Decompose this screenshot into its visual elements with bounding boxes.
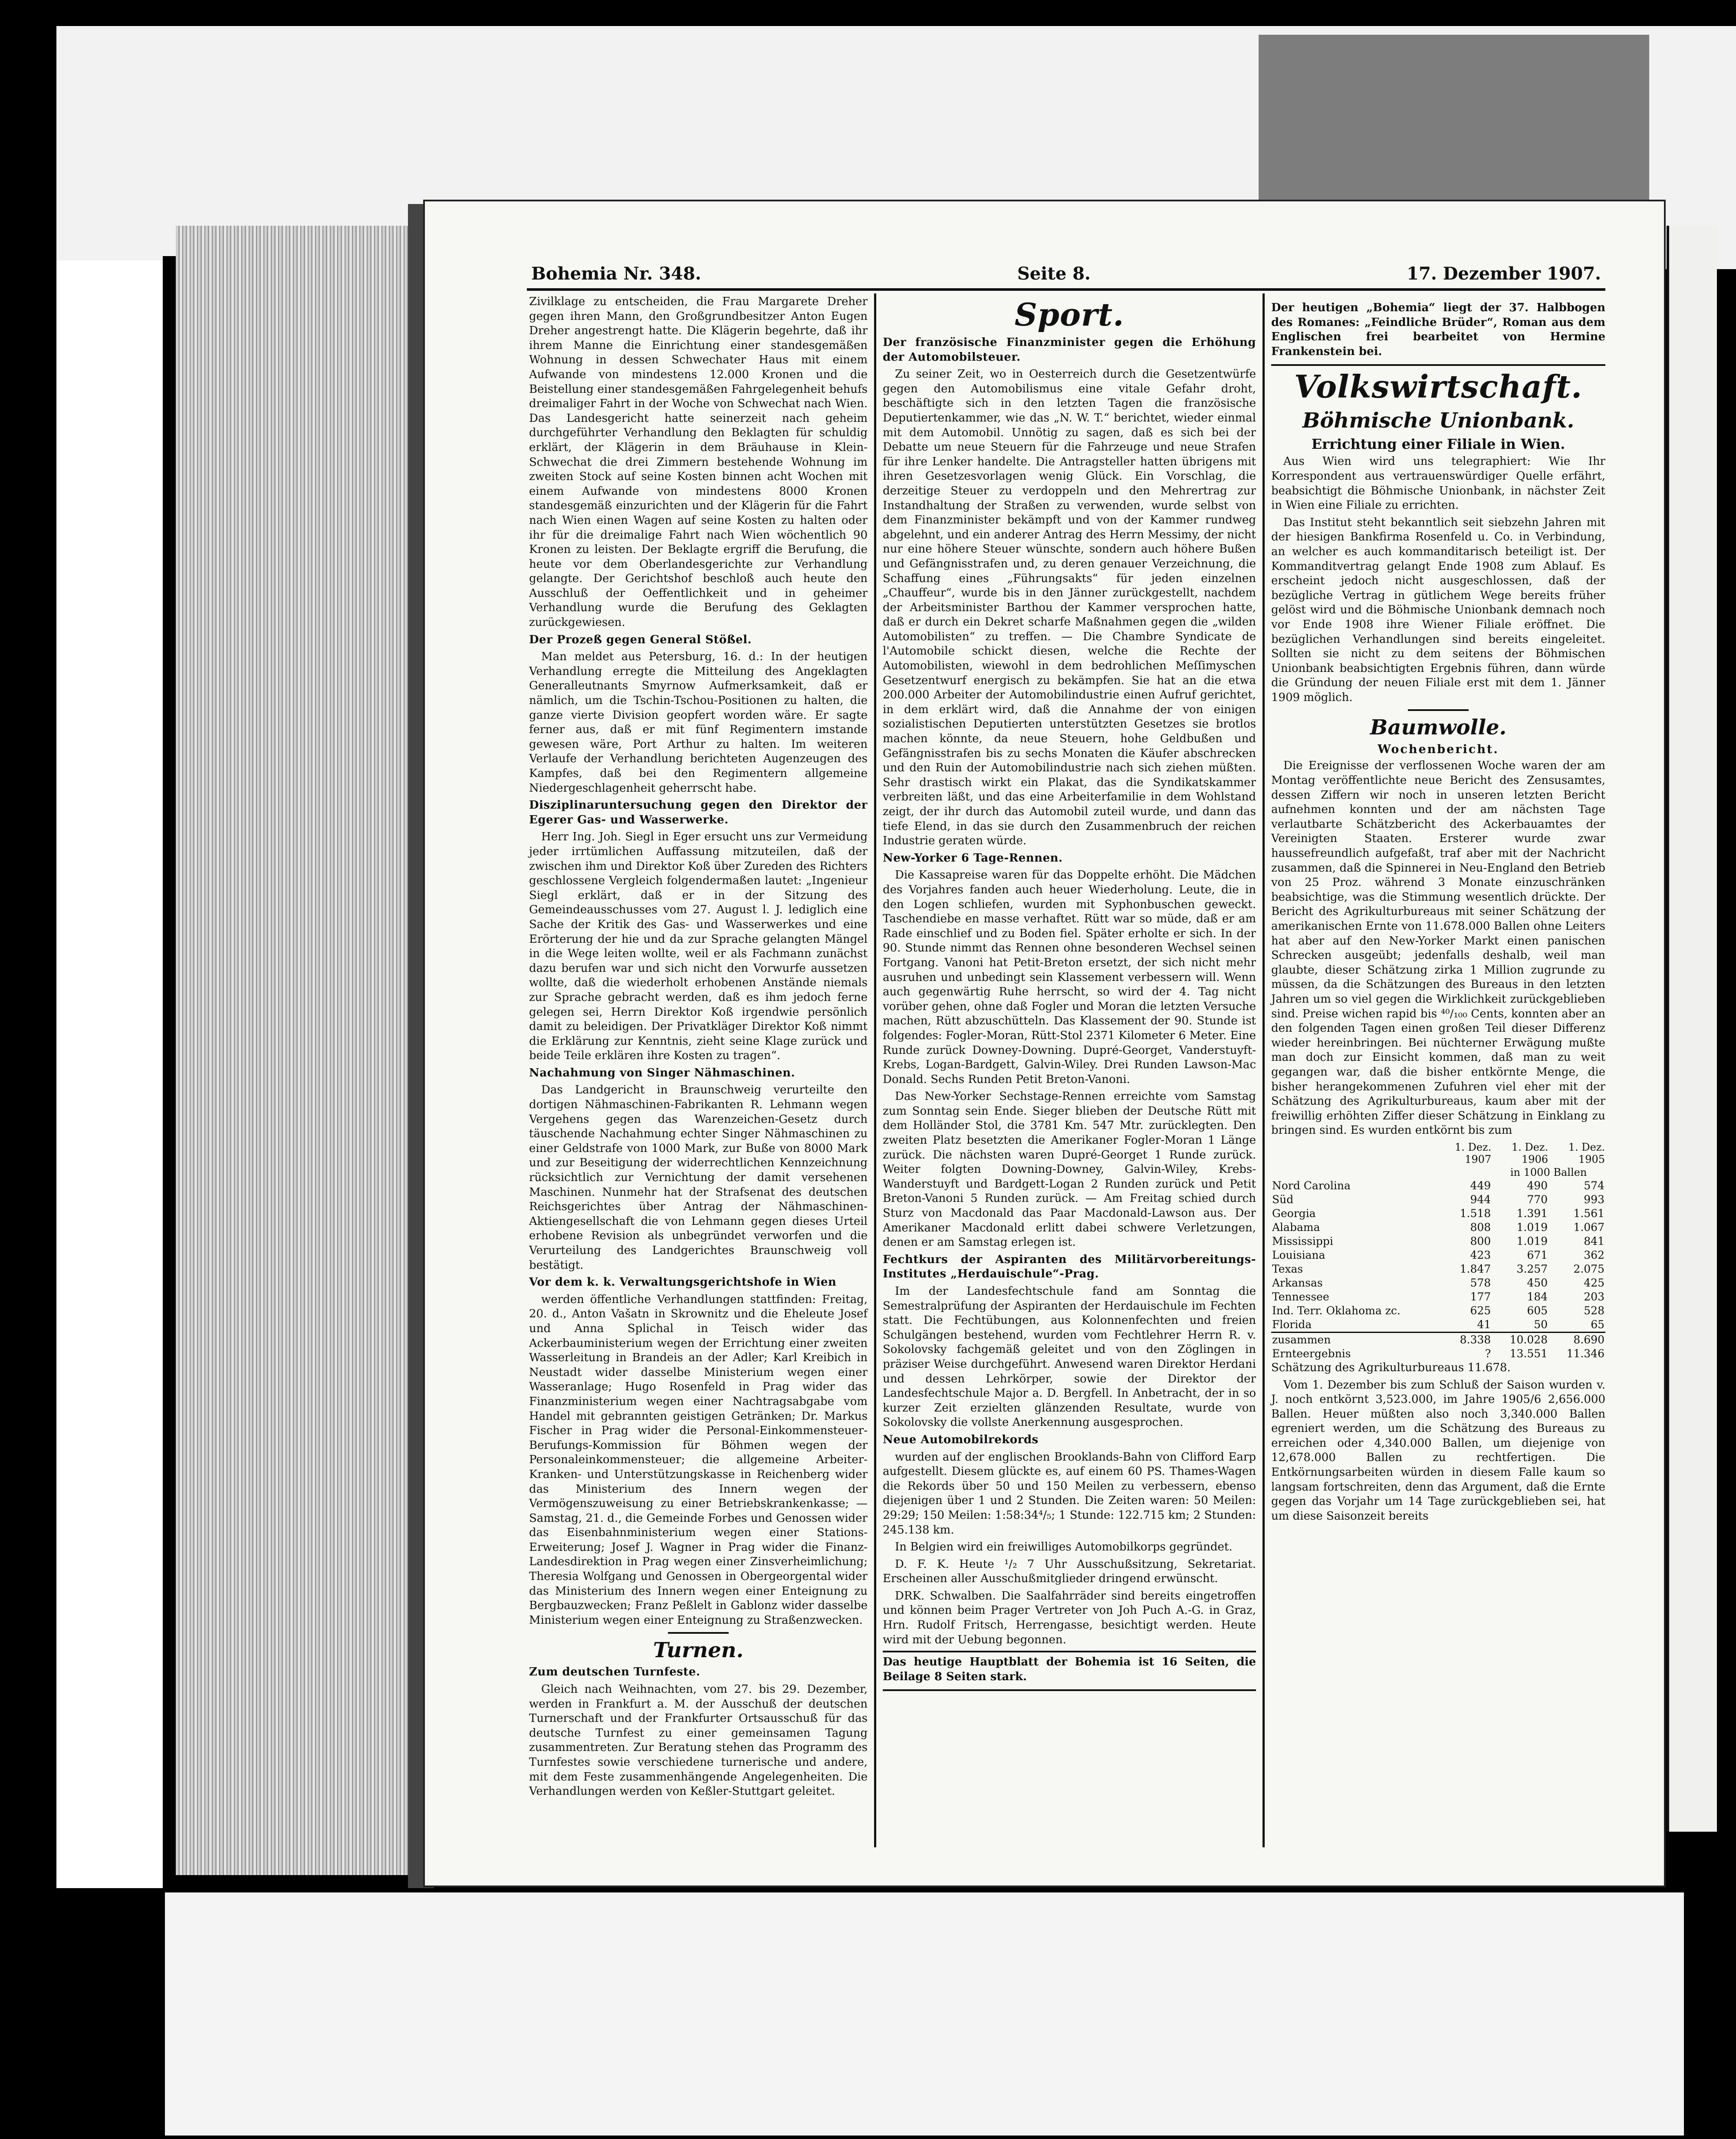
table-cell: 184: [1527, 1290, 1548, 1303]
table-row: [1271, 1347, 1605, 1361]
table-row: [1271, 1234, 1605, 1248]
table-cell: 800: [1470, 1234, 1491, 1247]
section-divider: [1408, 709, 1469, 711]
article-title: Baumwolle.: [1370, 715, 1507, 740]
header-rule: [527, 288, 1605, 291]
table-cell: 423: [1470, 1248, 1491, 1261]
row-label: zusammen: [1271, 1332, 1435, 1347]
issue-number: Bohemia Nr. 348.: [531, 263, 701, 284]
supplement-notice: [1271, 298, 1605, 366]
table-cell: 490: [1527, 1179, 1548, 1192]
row-label: Tennessee: [1272, 1290, 1329, 1303]
notice-text: Der heutigen „Bohemia“ liegt der 37. Halbbogen des Romanes: „Feindliche Brüder“, Roman aus dem Englischen frei bearbeitet von Hermine Frankenstein bei.: [1271, 301, 1605, 358]
table-cell: 425: [1584, 1276, 1604, 1289]
table-cell: 8.690: [1549, 1332, 1605, 1347]
column-court: [529, 295, 868, 1802]
paragraph: Vom 1. Dezember bis zum Schluß der Saison wurden v. J. noch entkörnt 3,523.000, im Jahre 1905/6 2,656.000 Ballen. Heuer müßten also noch 3,340.000 Ballen egreniert werden, um die Schätzung des Bureaus zu erreichen oder 4,340.000 Ballen, um diejenige von 12,678.000 Ballen zu rechtfertigen. Die Entkörnungsarbeiten würden in diesem Falle kaum so langsam fortschreiten, denn das Argument, daß die Ernte gegen das Vorjahr um 14 Tage zurückgeblieben sei, hat um diese Saisonzeit bereits: [1271, 1378, 1605, 1523]
table-header-row: [1271, 1141, 1605, 1166]
notice-text: Das heutige Hauptblatt der Bohemia ist 16 Seiten, die Beilage 8 Seiten stark.: [883, 1655, 1256, 1683]
unit-label: in 1000 Ballen: [1510, 1166, 1587, 1178]
row-label: Alabama: [1272, 1221, 1320, 1234]
paragraph: Das Landgericht in Braunschweig verurteilte den dortigen Nähmaschinen-Fabrikanten R. Lehmann wegen Vergehens gegen das Warenzeichen-Gesetz durch täuschende Nachahmung echter Singer Nähmaschinen zu einer Geldstrafe von 1000 Mark, zur Buße von 8000 Mark und zur Beseitigung der widerrechtlichen Kennzeichnung rücksichtlich zur Vernichtung der damit versehenen Maschinen. Nunmehr hat der Strafsenat des deutschen Reichsgerichtes über Antrag der Nähmaschinen-Aktiengesellschaft die von Lehmann gegen dieses Urteil erhobene Revision als unbegründet verworfen und die Verurteilung des Landgerichtes Braunschweig voll bestätigt.: [529, 1083, 868, 1272]
table-cell: 841: [1584, 1234, 1604, 1247]
section-divider: [668, 1632, 729, 1634]
paragraph: Die Ereignisse der verflossenen Woche waren der am Montag veröffentlichte neue Bericht des Zensusamtes, dessen Ziffern wir noch in unseren letzten Bericht aufnehmen konnten und der am nächsten Tage verlautbarte Schätzbericht des Ackerbauamtes der Vereinigten Staaten. Ersterer wurde zwar haussefreundlich aufgefaßt, traf aber mit der Nachricht zusammen, daß die Spinnerei in Neu-England den Betrieb von 25 Proz. während 3 Monate einzuschränken beabsichtige, was die Stimmung wesentlich drückte. Der Bericht des Agrikulturbureaus mit seiner Schätzung der amerikanischen Ernte von 11.678.000 Ballen ohne Leiters hat aber auf den New-Yorker Markt einen panischen Schrecken ausgeübt; jedenfalls deshalb, weil man glaubte, dieser Schätzung zirka 1 Million zugrunde zu müssen, da die Schätzungen des Bureaus in den letzten Jahren um so viel gegen die Wirklichkeit zurückgeblieben sind. Preise wichen rapid bis ⁴⁰/₁₀₀ Cents, konnten aber an den folgenden Tagen einen großen Teil dieser Differenz wieder hereinbringen. Bei nüchterner Erwägung mußte man doch zur Einsicht kommen, daß man zu weit gegangen war, daß die bisher entkörnte Menge, die bisher herangekommenen Zufuhren viel eher mit der Schätzung des Agrikulturbureaus, kaum aber mit der freiwillig erhöhten Ziffer dieser Schätzung in Einklang zu bringen sind. Es wurden entkörnt bis zum: [1271, 759, 1605, 1137]
paragraph: Man meldet aus Petersburg, 16. d.: In der heutigen Verhandlung erregte die Mitteilung des Angeklagten Generalleutnants Smyrnow Aufmerksamkeit, daß er nämlich, um die Tschin-Tschou-Positionen zu halten, die ganze vierte Division geopfert worden wäre. Er sagte ferner aus, daß er mit fünf Regimentern imstande gewesen wäre, Port Arthur zu halten. Im weiteren Verlaufe der Verhandlung berichteten Augenzeugen des Kampfes, daß bei den Regimentern allgemeine Niedergeschlagenheit geherrscht habe.: [529, 650, 868, 795]
paragraph: Das Institut steht bekanntlich seit siebzehn Jahren mit der hiesigen Bankfirma Rosenfeld u. Co. in Verbindung, an welcher es auch kommanditarisch beteiligt ist. Der Kommanditvertrag gelangt Ende 1908 zum Ablauf. Es erscheint jedoch nicht ausgeschlossen, daß der bezügliche Vertrag in gütlichem Wege bereits früher gelöst wird und die Böhmische Unionbank demnach noch vor Ende 1908 ihre Wiener Filiale eröffnet. Die bezüglichen Verhandlungen sind bereits eingeleitet. Sollten sie nicht zu dem seitens der Böhmischen Unionbank beabsichtigten Ergebnis führen, dann würde die Gründung der neuen Filiale erst mit dem 1. Jänner 1909 möglich.: [1271, 516, 1605, 704]
table-cell: 1.019: [1516, 1221, 1548, 1234]
table-row: [1271, 1262, 1605, 1276]
row-label: Ind. Terr. Oklahoma zc.: [1272, 1304, 1401, 1317]
article-title: Böhmische Unionbank.: [1302, 408, 1575, 433]
paragraph: Das New-Yorker Sechstage-Rennen erreichte vom Samstag zum Sonntag sein Ende. Sieger blieben der Deutsche Rütt mit dem Holländer Stol, die 3781 Km. 547 Mtr. zurücklegten. Den zweiten Platz besetzten die Amerikaner Fogler-Moran 1 Länge zurück. Die nächsten waren Dupré-Georget 1 Runde zurück. Weiter folgten Downing-Downey, Galvin-Wiley, Krebs-Wanderstuyft und Bardgett-Logan 2 Runden zurück und Petit Breton-Vanoni 5 Runden zurück. — Am Freitag schied durch Sturz von Macdonald das Paar Macdonald-Lawson aus. Der Amerikaner Macdonald erlitt dabei schwere Verletzungen, denen er am Samstag erlegen ist.: [883, 1090, 1256, 1249]
table-cell: 13.551: [1509, 1347, 1548, 1360]
table-cell: 11.346: [1566, 1347, 1604, 1360]
table-cell: 177: [1470, 1290, 1491, 1303]
table-cell: 362: [1584, 1248, 1604, 1261]
table-cell: 450: [1527, 1276, 1548, 1289]
table-cell: 808: [1470, 1221, 1491, 1234]
column-header: 1. Dez. 1905: [1568, 1141, 1605, 1165]
table-cell: 1.391: [1516, 1207, 1548, 1220]
table-cell: 1.847: [1460, 1262, 1491, 1275]
table-cell: 449: [1470, 1179, 1491, 1192]
paragraph: D. F. K. Heute ¹/₂ 7 Uhr Ausschußsitzung, Sekretariat. Erscheinen aller Ausschußmitglieder dringend erwünscht.: [883, 1557, 1256, 1586]
article-heading: Der Prozeß gegen General Stößel.: [529, 633, 752, 646]
table-cell: 1.518: [1460, 1207, 1491, 1220]
paragraph: wurden auf der englischen Brooklands-Bahn von Clifford Earp aufgestellt. Diesem glückte es, auf einem 60 PS. Thames-Wagen die Rekords über 50 und 150 Meilen zu verbessern, ebenso diejenigen über 1 und 2 Stunden. Die Zeiten waren: 50 Meilen: 29:29; 150 Meilen: 1:58:34⁴/₅; 1 Stunde: 122.715 km; 2 Stunden: 245.138 km.: [883, 1450, 1256, 1537]
cotton-ginning-table: [1271, 1141, 1605, 1361]
next-page-edge: [1667, 226, 1717, 1832]
column-sport: [883, 295, 1256, 1695]
table-row: [1271, 1276, 1605, 1290]
paragraph: Gleich nach Weihnachten, vom 27. bis 29. Dezember, werden in Frankfurt a. M. der Ausschuß der deutschen Turnerschaft und der Frankfurter Ortsausschuß für das deutsche Turnfest zu einer gemeinsamen Tagung zusammentreten. Zur Beratung stehen das Programm des Turnfestes sowie verschiedene turnerische und andere, mit dem Feste zusammenhängende Angelegenheiten. Die Verhandlungen werden von Keßler-Stuttgart geleitet.: [529, 1683, 868, 1798]
row-label: Nord Carolina: [1272, 1179, 1351, 1192]
row-label: Ernteergebnis: [1272, 1347, 1351, 1360]
table-cell: 578: [1470, 1276, 1491, 1289]
column-rule-2: [1263, 293, 1265, 1847]
table-cell: 41: [1477, 1318, 1491, 1331]
scanner-background-bottom: [165, 1892, 1684, 2136]
paragraph: Zu seiner Zeit, wo in Oesterreich durch die Gesetzentwürfe gegen den Automobilismus eine vitale Gefahr droht, beschäftigte sich in den letzten Tagen die französische Deputiertenkammer, wie das „N. W. T.“ berichtet, wieder einmal mit dem Automobil. Unnötig zu sagen, daß es sich bei der Debatte um neue Steuern für die Fahrzeuge und neue Strafen für ihre Lenker handelte. Die Antragsteller hatten übrigens mit ihren Gesetzesvorlagen wenig Glück. Ein Vorschlag, die derzeitige Steuer zu verdoppeln und den Mehrertrag zur Instandhaltung der Straßen zu verwenden, wurde selbst von dem Finanzminister bekämpft und von der Kammer rundweg abgelehnt, und ein anderer Antrag des Herrn Messimy, der nicht nur eine höhere Steuer wünschte, sondern auch höhere Bußen und Gefängnisstrafen und, zu deren genauer Verzeichnung, die Schaffung eines „Führungsakts“ für jeden einzelnen „Chauffeur“, wurde bis in den Jänner zurückgestellt, nachdem der Arbeitsminister Barthou der Kammer versprochen hatte, daß er durch ein Dekret scharfe Maßnahmen gegen die „wilden Automobilisten“ zu treffen. — Die Chambre Syndicate de l'Automobile schickt diesen, welche die Rechte der Automobilisten, wiewohl in dem bedrohlichen Meſſimyschen Gesetzentwurf energisch zu bekämpfen. Sie hat an die etwa 200.000 Arbeiter der Automobilindustrie einen Aufruf gerichtet, in dem erklärt wird, daß die Annahme der von einigen sozialistischen Deputierten unterstützten Gesetzes sie brotlos machen könnte, da neue Steuern, hohe Geldbußen und Gefängnisstrafen bis zu sechs Monaten die Käufer abschrecken und den Ruin der Automobilindustrie nach sich ziehen müßten. Sehr drastisch wirkt ein Plakat, das die Syndikatskammer verbreiten läßt, und das eine Arbeiterfamilie in dem Wohlstand zeigt, der ihr durch das Automobil zuteil wurde, und dann das tiefe Elend, in das sie durch den Zusammenbruch der reichen Industrie geraten würde.: [883, 368, 1256, 848]
article-heading: Fechtkurs der Aspiranten des Militärvorbereitungs-Institutes „Herdauischule“-Prag.: [883, 1253, 1256, 1281]
table-cell: 574: [1584, 1179, 1604, 1192]
table-cell: 671: [1527, 1248, 1548, 1261]
row-label: Mississippi: [1272, 1234, 1333, 1247]
table-cell: 8.338: [1435, 1332, 1492, 1347]
table-cell: 528: [1584, 1304, 1604, 1317]
column-economy: [1271, 295, 1605, 1526]
paragraph: Herr Ing. Joh. Siegl in Eger ersucht uns zur Vermeidung jeder irrtümlichen Auffassung mitzuteilen, daß der zwischen ihm und Direktor Koß über Zureden des Richters geschlossene Vergleich folgendermaßen lautet: „Ingenieur Siegl erklärt, daß er in der Sitzung des Gemeindeausschusses vom 27. August l. J. lediglich eine Sache der Kritik des Gas- und Wasserwerkes und eine Erörterung der hie und da zur Sprache gelangten Mängel in die Wege leiten wollte, weil er als Fachmann zunächst dazu berufen war und sich nicht den Vorwurfe aussetzen wollte, daß die wiederholt erhobenen Anstände niemals zur Sprache gebracht werden, daß es ihm jedoch ferne gelegen sei, Herrn Direktor Koß irgendwie persönlich damit zu beleidigen. Der Privatkläger Direktor Koß nimmt die Erklärung zur Kenntnis, zieht seine Klage zurück und beide Teile erklären ihre Kosten zu tragen“.: [529, 830, 868, 1063]
page-header: [531, 258, 1601, 284]
table-cell: 203: [1584, 1290, 1604, 1303]
article-heading: Nachahmung von Singer Nähmaschinen.: [529, 1066, 796, 1079]
page-stack-edge: [176, 226, 425, 1875]
paragraph: Aus Wien wird uns telegraphiert: Wie Ihr Korrespondent aus vertrauenswürdiger Quelle erfährt, beabsichtigt die Böhmische Unionbank, in nächster Zeit in Wien eine Filiale zu errichten.: [1271, 455, 1605, 512]
paragraph: Zivilklage zu entscheiden, die Frau Margarete Dreher gegen ihren Mann, den Großgrundbesitzer Anton Eugen Dreher angestrengt hatte. Die Klägerin begehrte, daß ihr ihrem Manne die Einrichtung einer standesgemäßen Wohnung in dessen Schwechater Haus mit einem Aufwande von mindestens 12.000 Kronen und die Beistellung einer standesgemäßen Fahrgelegenheit behufs dreimaliger Fahrt in der Woche von Schwechat nach Wien. Das Landesgericht hatte seinerzeit nach geheim durchgeführter Verhandlung den Beklagten für schuldig erklärt, der Klägerin in dem Bräuhause in Klein-Schwechat die drei Zimmern bestehende Wohnung im zweiten Stock auf seine Kosten binnen acht Wochen mit einem Aufwande von mindestens 8000 Kronen standesgemäß einzurichten und der Klägerin für die Fahrt nach Wien einen Wagen auf seine Kosten zu halten oder ihr für die dreimalige Fahrt nach Wien wöchentlich 90 Kronen zu leisten. Der Beklagte ergriff die Berufung, die heute vor dem Oberlandesgerichte zur Verhandlung gelangte. Der Gerichtshof beschloß auch heute den Ausschluß der Oeffentlichkeit und in geheimer Verhandlung wurde die Berufung des Geklagten zurückgewiesen.: [529, 295, 868, 629]
table-row: [1271, 1304, 1605, 1318]
table-cell: 1.561: [1573, 1207, 1604, 1220]
row-label: Texas: [1272, 1262, 1303, 1275]
row-label: Georgia: [1272, 1207, 1316, 1220]
paragraph: Im der Landesfechtschule fand am Sonntag die Semestralprüfung der Aspiranten der Herdauischule im Fechten statt. Die Fechtübungen, aus Kolonnenfechten und freien Schulgängen bestehend, wurden vom Fechtlehrer Herrn R. v. Sokolovsky fachgemäß geleitet und von den Zöglingen in präziser Weise durchgeführt. Anwesend waren Direktor Herdani und dessen Lehrkörper, sowie der Direktor der Landesfechtschule Major a. D. Bergfell. In Anbetracht, der in so kurzer Zeit erzielten glänzenden Resultate, wurde von Sokolovsky die vollste Anerkennung ausgesprochen.: [883, 1285, 1256, 1429]
article-heading: Neue Automobilrekords: [883, 1433, 1039, 1446]
row-label: Arkansas: [1272, 1276, 1323, 1289]
table-row: [1271, 1193, 1605, 1207]
table-cell: 3.257: [1516, 1262, 1548, 1275]
table-cell: 944: [1470, 1193, 1491, 1206]
table-cell: 770: [1527, 1193, 1548, 1206]
section-title-turnen: Turnen.: [653, 1638, 744, 1663]
table-cell: 2.075: [1573, 1262, 1604, 1275]
paragraph: Die Kassapreise waren für das Doppelte erhöht. Die Mädchen des Vorjahres fanden auch heuer Wiederholung. Leute, die in den Logen schliefen, wurden mit Syphonbuschen geweckt. Taschendiebe en masse verhaftet. Rütt war so müde, daß er am Rade einschlief und zu Boden fiel. Später erholte er sich. In der 90. Stunde nimmt das Rennen ohne besonderen Wechsel seinen Fortgang. Vanoni hat Petit-Breton ersetzt, der sich nicht mehr ausruhen und unbedingt sein Klassement verbessern will. Wenn auch gegenwärtig Ruhe herrscht, so wird der 4. Tag nicht vorüber gehen, ohne daß Fogler und Moran die letzten Versuche machen, Rütt abzuschütteln. Das Klassement der 90. Stunde ist folgendes: Fogler-Moran, Rütt-Stol 2371 Kilometer 6 Meter. Eine Runde zurück Downey-Downing. Dupré-Georget, Vanderstuyft-Krebs, Logan-Bardgett, Galvin-Wiley. Drei Runden Lawson-Mac Donald. Sechs Runden Petit Breton-Vanoni.: [883, 869, 1256, 1086]
paragraph: werden öffentliche Verhandlungen stattfinden: Freitag, 20. d., Anton Vašatn in Skrownitz und die Eheleute Josef und Anna Splichal in Teisch wider das Ackerbauministerium wegen der Errichtung einer zweiten Wasserleitung in Brandeis an der Adler; Karl Kreibich in Neustadt wider dasselbe Ministerium wegen einer Wasseranlage; Hugo Rosenfeld in Prag wider das Finanzministerium wegen einer Nachtragsabgabe vom Handel mit gebrannten geistigen Getränken; Dr. Markus Fischer in Prag wider die Personal-Einkommensteuer-Berufungs-Kommission für Böhmen wegen der Personaleinkommensteuer; die allgemeine Arbeiter-Kranken- und Unterstützungskasse in Reichenberg wider das Ministerium des Innern wegen der Vermögenszuweisung zu einer Betriebskrankenkasse; — Samstag, 21. d., die Gemeinde Forbes und Genossen wider das Eisenbahnministerium wegen einer Stations-Erweiterung; Josef J. Wagner in Prag wider die Finanz-Landesdirektion in Prag wegen einer Zinsverheimlichung; Theresia Wolfgang und Genossen in Obergeorgental wider das Ministerium des Innern wegen einer Enteignung zu Bergbauzwecken; Franz Peßlelt in Gablonz wider dasselbe Ministerium wegen einer Enteignung zu Straßenzwecken.: [529, 1293, 868, 1627]
page-number: Seite 8.: [1017, 263, 1091, 284]
section-title-sport: Sport.: [1014, 296, 1124, 333]
article-subtitle: Wochenbericht.: [1378, 743, 1499, 757]
table-cell: 10.028: [1492, 1332, 1549, 1347]
scanner-background-left: [56, 260, 165, 1888]
article-heading: New-Yorker 6 Tage-Rennen.: [883, 851, 1063, 865]
paragraph: In Belgien wird ein freiwilliges Automobilkorps gegründet.: [895, 1540, 1233, 1554]
table-row: [1271, 1318, 1605, 1333]
issue-date: 17. Dezember 1907.: [1407, 263, 1601, 284]
table-cell: 1.019: [1516, 1234, 1548, 1247]
section-title-economy: Volkswirtschaft.: [1294, 368, 1583, 405]
article-heading: Disziplinaruntersuchung gegen den Direktor der Egerer Gas- und Wasserwerke.: [529, 799, 868, 826]
table-row: [1271, 1248, 1605, 1262]
table-total-row: [1271, 1332, 1605, 1347]
paragraph: DRK. Schwalben. Die Saalfahrräder sind bereits eingetroffen und können beim Prager Vertreter von Joh Puch A.-G. in Graz, Hrn. Rudolf Fritsch, Herrengasse, besichtigt werden. Heute wird mit der Uebung begonnen.: [883, 1589, 1256, 1646]
table-row: [1271, 1207, 1605, 1221]
table-unit-row: [1271, 1166, 1605, 1179]
article-subtitle: Errichtung einer Filiale in Wien.: [1311, 436, 1565, 453]
article-heading: Vor dem k. k. Verwaltungsgerichtshofe in Wien: [529, 1276, 837, 1289]
table-row: [1271, 1179, 1605, 1193]
table-cell: 65: [1591, 1318, 1604, 1331]
table-cell: ?: [1485, 1347, 1491, 1360]
table-cell: 625: [1470, 1304, 1491, 1317]
table-cell: 993: [1584, 1193, 1604, 1206]
estimate-line: Schätzung des Agrikulturbureaus 11.678.: [1271, 1361, 1511, 1374]
book-edge: [163, 256, 176, 1888]
row-label: Süd: [1272, 1193, 1294, 1206]
newspaper-page: [423, 200, 1666, 1887]
article-heading: Der französische Finanzminister gegen die Erhöhung der Automobilsteuer.: [883, 336, 1256, 364]
row-label: Florida: [1272, 1318, 1312, 1331]
table-cell: 50: [1534, 1318, 1548, 1331]
column-header: 1. Dez. 1907: [1454, 1141, 1492, 1165]
column-header: 1. Dez. 1906: [1511, 1141, 1549, 1165]
row-label: Louisiana: [1272, 1248, 1325, 1261]
table-row: [1271, 1221, 1605, 1234]
issue-size-notice: [883, 1651, 1256, 1691]
table-row: [1271, 1290, 1605, 1304]
table-cell: 605: [1527, 1304, 1548, 1317]
article-heading: Zum deutschen Turnfeste.: [529, 1665, 700, 1679]
column-rule-1: [874, 293, 876, 1847]
table-cell: 1.067: [1573, 1221, 1604, 1234]
